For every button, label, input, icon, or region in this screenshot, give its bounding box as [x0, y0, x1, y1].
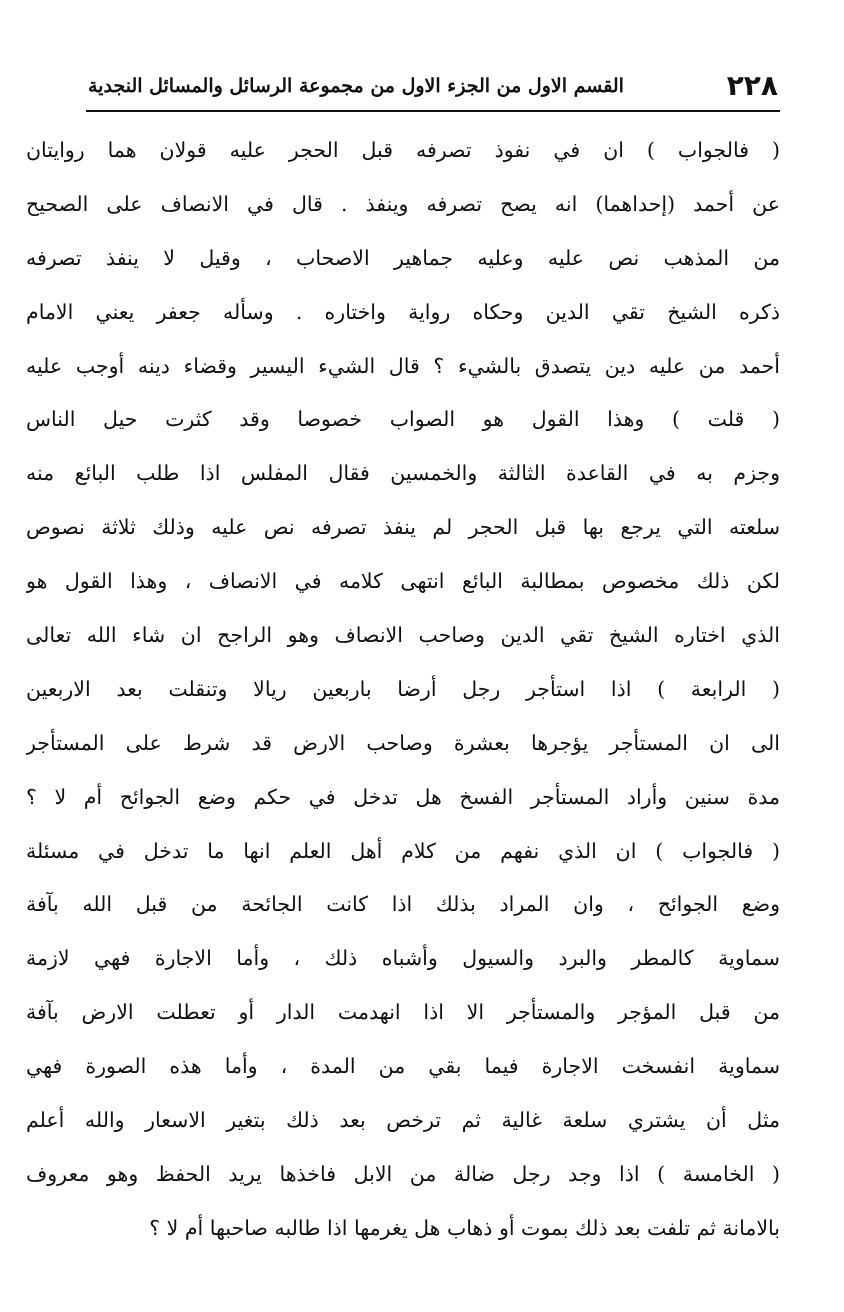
text-line: أحمد من عليه دين يتصدق بالشيء ؟ قال الشيء اليسير وقضاء دينه أوجب عليه: [26, 353, 780, 378]
text-line: من قبل المؤجر والمستأجر الا اذا انهدمت الدار أو تعطلت الارض بآفة: [26, 1000, 780, 1025]
header-rule: [86, 110, 780, 112]
text-line: الذي اختاره الشيخ تقي الدين وصاحب الانصاف وهو الراجح ان شاء الله تعالى: [26, 623, 780, 648]
text-line: مثل أن يشتري سلعة غالية ثم ترخص بعد ذلك بتغير الاسعار والله أعلم: [26, 1108, 780, 1133]
text-line: ذكره الشيخ تقي الدين وحكاه رواية واختاره . وسأله جعفر يعني الامام: [26, 299, 780, 324]
text-line: مدة سنين وأراد المستأجر الفسخ هل تدخل في حكم وضع الجوائح أم لا ؟: [26, 784, 780, 809]
text-line: سماوية انفسخت الاجارة فيما بقي من المدة ، وأما هذه الصورة فهي: [26, 1054, 780, 1079]
text-line: ( فالجواب ) ان الذي نفهم من كلام أهل العلم انها ما تدخل في مسئلة: [26, 838, 780, 863]
text-line: الى ان المستأجر يؤجرها بعشرة وصاحب الارض قد شرط على المستأجر: [26, 730, 780, 755]
text-line: وجزم به في القاعدة الثالثة والخمسين فقال المفلس اذا طلب البائع منه: [26, 461, 780, 486]
text-line: ( الخامسة ) اذا وجد رجل ضالة من الابل فاخذها يريد الحفظ وهو معروف: [26, 1161, 780, 1186]
text-line: بالامانة ثم تلفت بعد ذلك بموت أو ذهاب هل يغرمها اذا طالبه صاحبها أم لا ؟: [149, 1215, 780, 1240]
text-line: سماوية كالمطر والبرد والسيول وأشباه ذلك ، وأما الاجارة فهي لازمة: [26, 946, 780, 971]
body-text: [26, 124, 780, 1256]
text-line: وضع الجوائح ، وان المراد بذلك اذا كانت الجائحة من قبل الله بآفة: [26, 892, 780, 917]
text-line: ( قلت ) وهذا القول هو الصواب خصوصا وقد كثرت حيل الناس: [26, 407, 780, 432]
page-number: ٢٢٨: [726, 69, 778, 102]
text-line: سلعته التي يرجع بها قبل الحجر لم ينفذ تصرفه نص عليه وذلك ثلاثة نصوص: [26, 515, 780, 540]
text-line: من المذهب نص عليه وعليه جماهير الاصحاب ، وقيل لا ينفذ تصرفه: [26, 245, 780, 270]
text-line: لكن ذلك مخصوص بمطالبة البائع انتهى كلامه في الانصاف ، وهذا القول هو: [26, 569, 780, 594]
page-header: [88, 62, 778, 106]
text-line: عن أحمد (إحداهما) انه يصح تصرفه وينفذ . قال في الانصاف على الصحيح: [26, 191, 780, 216]
running-title: القسم الاول من الجزء الاول من مجموعة الرسائل والمسائل النجدية: [88, 75, 624, 97]
text-line: ( الرابعة ) اذا استأجر رجل أرضا باربعين ريالا وتنقلت بعد الاربعين: [26, 676, 780, 701]
text-line: ( فالجواب ) ان في نفوذ تصرفه قبل الحجر عليه قولان هما روايتان: [26, 138, 780, 162]
